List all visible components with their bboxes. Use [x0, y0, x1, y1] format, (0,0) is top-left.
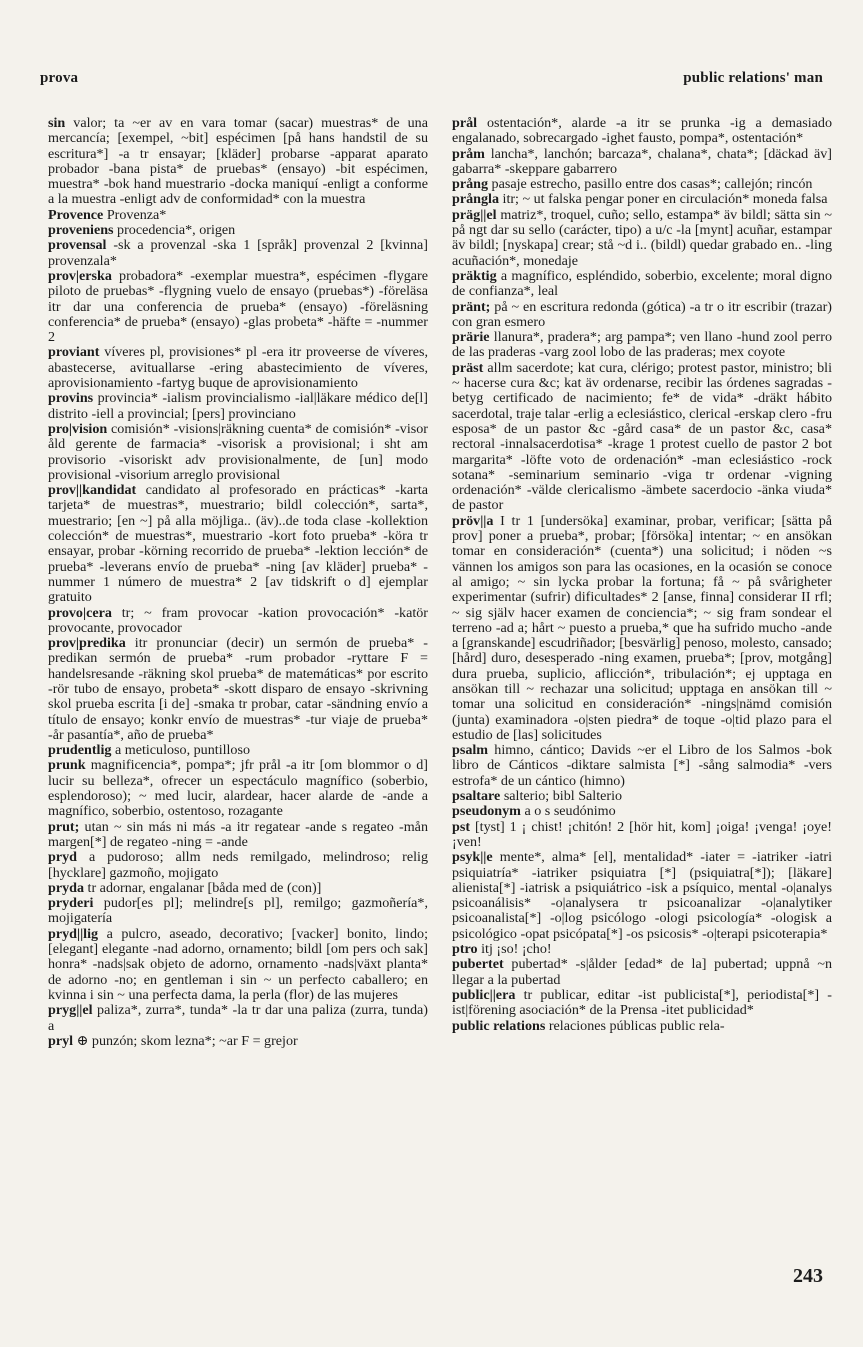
- definition: [tyst] 1 ¡ chist! ¡chitón! 2 [hör hit, kom] ¡oiga! ¡venga! ¡oye! ¡ven!: [452, 818, 832, 850]
- definition: itr; ~ ut falska pengar poner en circulación* moneda falsa: [499, 191, 828, 208]
- definition: comisión* -visions|räkning cuenta* de comisión* -visor åld gerente de farmacia* -visorisk a provisional; i sht am provisorio -visoriskt adv provisionalmente, de [un] modo provisional -visorium arreglo provisional: [48, 420, 428, 483]
- headword: ptro: [452, 941, 478, 958]
- headword: prärie: [452, 329, 490, 346]
- left-column: [48, 116, 428, 1049]
- headword: pst: [452, 818, 471, 835]
- headword: psaltare: [452, 788, 501, 805]
- dictionary-entry: [48, 208, 428, 223]
- definition: ostentación*, alarde -a itr se prunka -ig a demasiado engalanado, sobrecargado -ighet fausto, pompa*, ostentación*: [452, 115, 832, 147]
- definition: llanura*, pradera*; arg pampa*; ven llano -hund zool perro de las praderas -varg zool lobo de las praderas; mex coyote: [452, 329, 832, 361]
- definition: a magnífico, espléndido, soberbio, excelente; moral digno de confianza*, leal: [452, 267, 832, 300]
- headword: prunk: [48, 757, 86, 774]
- headword: Provence: [48, 206, 104, 223]
- definition: mente*, alma* [el], mentalidad* -iater = -iatriker -iatri psiquiatría* -iatriker psiquiatra [*] (psiquiatra[*]); [läkare] alienista[*] -iatrisk a psiquiátrico -isk a psíquico, mental -o|analys psicoanálisis* -o|analysera tr psicoanalizar -o|analytiker psicoanalista[*] -o|log psicólogo -ologi psicología* -ologisk a psicológico -opat psicópata[*] -os psicosis* -o|terapi psicoterapia*: [452, 849, 832, 942]
- dictionary-entry: [48, 636, 428, 743]
- definition: víveres pl, provisiones* pl -era itr proveerse de víveres, abastecerse, avituallarse -ering abastecimiento de víveres, aprovisionamiento -fartyg buque de aprovisionamiento: [48, 344, 428, 392]
- headword: psyk||e: [452, 849, 493, 866]
- headword: pryd: [48, 849, 77, 866]
- definition: magnificencia*, pompa*; jfr prål -a itr [om blommor o d] lucir su belleza*, ofrecer un espectáculo magnífico (soberbio, esplendoroso); ~ med lucir, alardear, hacer alarde de -ande a magnífico, soberbio, ostentoso, rozagante: [48, 757, 428, 820]
- headword: prudentlig: [48, 742, 112, 759]
- headword: provo|cera: [48, 604, 112, 621]
- headword: pränt;: [452, 298, 491, 315]
- headword: pro|vision: [48, 420, 108, 437]
- headword: pseudonym: [452, 803, 521, 820]
- definition: tr; ~ fram provocar -kation provocación* -katör provocante, provocador: [48, 604, 428, 636]
- headword: provensal: [48, 237, 107, 254]
- dictionary-entry: [452, 988, 832, 1019]
- headword: sin: [48, 115, 66, 131]
- dictionary-entry: [48, 606, 428, 637]
- definition: probadora* -exemplar muestra*, espécimen -flygare piloto de pruebas* -flygning vuelo de ensayo (pruebas*) -föreläsa itr dar una conferencia de prueba* (ensayo) -föreläsning conferencia* de prueba* (ensayo) -glas probeta* -häfte = -nummer 2: [48, 267, 428, 346]
- dictionary-entry: [48, 345, 428, 391]
- headword: präktig: [452, 267, 497, 284]
- headword: public||era: [452, 986, 516, 1003]
- dictionary-entry: [452, 208, 832, 269]
- definition: a meticuloso, puntilloso: [111, 742, 251, 759]
- definition: pudor[es pl]; melindre[s pl], remilgo; gazmoñería*, mojigatería: [48, 895, 428, 927]
- dictionary-entry: [452, 147, 832, 178]
- dictionary-entry: [452, 269, 832, 300]
- dictionary-entry: [48, 223, 428, 238]
- definition: procedencia*, origen: [113, 222, 236, 239]
- definition: paliza*, zurra*, tunda* -la tr dar una paliza (zurra, tunda) a: [48, 1002, 428, 1034]
- right-column: [452, 116, 832, 1034]
- dictionary-entry: [48, 1003, 428, 1034]
- dictionary-entry: [48, 116, 428, 208]
- definition: valor; ta ~er av en vara tomar (sacar) muestras* de una mercancía; [exempel, ~bit] espécimen [på hans handstil de su escritura*] -a tr ensayar; [kläder] probarse -apparat aparato probador -bana pista* de pruebas* (ensayo) -bit espécimen, muestra* -bok hand muestrario -docka maniquí -enligt a conforme a la muestra -enligt adv de conformidad* con la muestra: [48, 115, 428, 208]
- dictionary-entry: [452, 850, 832, 942]
- dictionary-entry: [48, 391, 428, 422]
- dictionary-entry: [48, 927, 428, 1003]
- definition: himno, cántico; Davids ~er el Libro de los Salmos -bok libro de Cánticos -diktare salmista [*] -sång salmodia* -vers estrofa* de un cántico (himno): [452, 742, 832, 789]
- dictionary-entry: [48, 238, 428, 269]
- dictionary-entry: [48, 896, 428, 927]
- headword: pråm: [452, 145, 485, 162]
- dictionary-entry: [452, 957, 832, 988]
- definition: allm sacerdote; kat cura, clérigo; protest pastor, ministro; bli ~ hacerse cura &c; kat äv ordenarse, recibir las órdenes sagradas -betyg certificado de nacimiento; fe* de vida* -dräkt hábito sacerdotal, traje talar -erlig a eclesiástico, clerical -erskap clero -fru esposa* de un pastor &c -gård casa* de un pastor &c, casa* rectoral -innalsacerdotisa* -krage 1 protest cuello de pastor 2 bot margarita* -löfte voto de ordenación* -man eclesiástico -rock sotana* -seminarium seminario -viga tr ordenar -vigning ordenación* -välde clericalismo -ämbete sacerdocio -änka viuda* de pastor: [452, 359, 832, 514]
- definition: Provenza*: [103, 206, 167, 223]
- dictionary-entry: [452, 361, 832, 514]
- definition: pasaje estrecho, pasillo entre dos casas*; callejón; rincón: [488, 176, 813, 193]
- headword: pryl: [48, 1032, 74, 1049]
- dictionary-entry: [48, 483, 428, 605]
- definition: tr adornar, engalanar [båda med de (con)]: [84, 879, 322, 896]
- headword: pryderi: [48, 895, 94, 912]
- headword: prut;: [48, 818, 80, 835]
- definition: lancha*, lanchón; barcaza*, chalana*, chata*; [däckad äv] gabarra* -skeppare gabarrero: [452, 145, 832, 177]
- headword: prov|predika: [48, 635, 126, 652]
- definition: itj ¡so! ¡cho!: [477, 941, 552, 958]
- headword: pryg||el: [48, 1002, 93, 1019]
- headword: proveniens: [48, 222, 114, 239]
- dictionary-entry: [452, 942, 832, 957]
- definition: itr pronunciar (decir) un sermón de prueba* -predikan sermón de prueba* -rum probador -ryttare F = handelsresande -räkning skol prueba* de matemáticas* por escrito -rör tubo de ensayo, probeta* -skott disparo de ensayo -skrivning skol prueba escrita [i de] -smaka tr probar, catar -sändning envío a título de ensayo; konkr envío de muestras* -tur viaje de prueba* -år pasantía*, año de prueba*: [48, 635, 428, 743]
- headword: public relations: [452, 1017, 546, 1034]
- dictionary-entry: [48, 850, 428, 881]
- definition: a pudoroso; allm neds remilgado, melindroso; relig [hycklare] gazmoño, mojigato: [48, 849, 428, 881]
- dictionary-entry: [452, 743, 832, 789]
- headword: prångla: [452, 191, 499, 208]
- dictionary-entry: [48, 881, 428, 896]
- dictionary-entry: [452, 789, 832, 804]
- definition: matriz*, troquel, cuño; sello, estampa* äv bildl; sätta sin ~ på ngt dar su sello (carácter, tipo) a u/c -la [mynt] acuñar, estampar äv bildl; [nyskapa] crear; stå ~d i.. (bildl) quedar grabado en.. -ling acuñación*, monedaje: [452, 206, 832, 269]
- headword: prov|erska: [48, 267, 112, 284]
- dictionary-entry: [452, 116, 832, 147]
- definition: utan ~ sin más ni más -a itr regatear -ande s regateo -mån margen[*] de regateo -ning = -ande: [48, 818, 428, 850]
- definition: -sk a provenzal -ska 1 [språk] provenzal 2 [kvinna] provenzala*: [48, 237, 428, 269]
- definition: på ~ en escritura redonda (gótica) -a tr o itr escribir (trazar) con gran esmero: [452, 298, 832, 330]
- definition: a o s seudónimo: [520, 803, 616, 820]
- dictionary-entry: [48, 820, 428, 851]
- dictionary-entry: [452, 300, 832, 331]
- dictionary-entry: [48, 422, 428, 483]
- headword: präg||el: [452, 206, 497, 223]
- dictionary-entry: [452, 514, 832, 743]
- dictionary-entry: [48, 758, 428, 819]
- definition: ⊕ punzón; skom lezna*; ~ar F = grejor: [73, 1032, 298, 1049]
- headword: prov||kandidat: [48, 482, 137, 499]
- headword: präst: [452, 359, 484, 376]
- headword: prål: [452, 115, 478, 131]
- headword: pryd||lig: [48, 925, 99, 942]
- dictionary-entry: [452, 177, 832, 192]
- dictionary-entry: [452, 330, 832, 361]
- definition: relaciones públicas public rela-: [545, 1017, 725, 1034]
- dictionary-entry: [48, 743, 428, 758]
- definition: candidato al profesorado en prácticas* -karta tarjeta* de muestras*, muestrario; bildl colección*, sarta*, muestrario; [en ~] på alla möjliga.. (äv)..de toda clase -kollektion colección* de muestras*, muestrario -kort foto prueba* -köra tr ensayar, probar -körning recorrido de prueba* -lektion lección* de prueba* -leverans envío de prueba* -ning [av kläder] prueba* -nummer 1 número de muestra* 2 [av tidskrift o d] ejemplar gratuito: [48, 482, 428, 606]
- dictionary-entry: [452, 820, 832, 851]
- page-number: 243: [793, 1265, 823, 1287]
- definition: salterio; bibl Salterio: [500, 788, 623, 805]
- headword: prång: [452, 176, 489, 193]
- dictionary-entry: [48, 1034, 428, 1049]
- definition: tr publicar, editar -ist publicista[*], periodista[*] -ist|förening asociación* de la Prensa -itet publicidad*: [452, 986, 832, 1019]
- headword: psalm: [452, 742, 489, 759]
- definition: a pulcro, aseado, decorativo; [vacker] bonito, lindo; [elegant] elegante -nad adorno, ornamento; bildl [om pers och sak] honra* -nads|sak objeto de adorno, ornamento -nads|växt planta* de adorno -no; en gentleman i sin ~ un perfecto caballero; en kvinna i sin ~ una perfecta dama, la perla (flor) de las mujeres: [48, 925, 428, 1003]
- dictionary-entry: [48, 269, 428, 345]
- headword: pryda: [48, 879, 85, 896]
- definition: provincia* -ialism provincialismo -ial|läkare médico de[l] distrito -iell a provincial; [pers] provinciano: [48, 390, 428, 422]
- dictionary-entry: [452, 804, 832, 819]
- definition: I tr 1 [undersöka] examinar, probar, verificar; [sätta på prov] poner a prueba*, probar; [försöka] intentar; ~ en ansökan tomar en consideración* (cuenta*) una solicitud; i nöden ~s vännen los amigos son para las ocasiones, en la ocasión se conoce al amigo; ~ sin lycka probar la fortuna; få ~ på svårigheter experimentar (sufrir) dificultades* 2 [anse, finna] considerar II rfl; ~ sig själv hacer examen de conciencia*; ~ sig fram sondear el terreno -ad a; hårt ~ puesto a prueba,* que ha sufrido mucho -ande a [granskande] escudriñador; [besvärlig] penoso, molesto, cansado; [hård] duro, desesperado -ning examen, prueba*; [prov, motgång] dura prueba, suplicio, aflicción*, tribulación*; ej upptaga en ansökan till ~ rechazar una solicitud; upptaga en ansökan till ~ tomar una solicitud en consideración* -nings|nämd comisión (junta) examinadora -o|sten piedra* de toque -o|tid plazo para el estudio de [las] solicitudes: [452, 512, 832, 743]
- running-head-right: public relations' man: [683, 70, 823, 86]
- headword: provins: [48, 390, 94, 407]
- headword: pubertet: [452, 956, 504, 973]
- headword: proviant: [48, 344, 100, 361]
- headword: pröv||a: [452, 512, 494, 529]
- dictionary-entry: [452, 1019, 832, 1034]
- running-head-left: prova: [40, 70, 79, 86]
- dictionary-entry: [452, 192, 832, 207]
- definition: pubertad* -s|ålder [edad* de la] pubertad; uppnå ~n llegar a la pubertad: [452, 956, 832, 988]
